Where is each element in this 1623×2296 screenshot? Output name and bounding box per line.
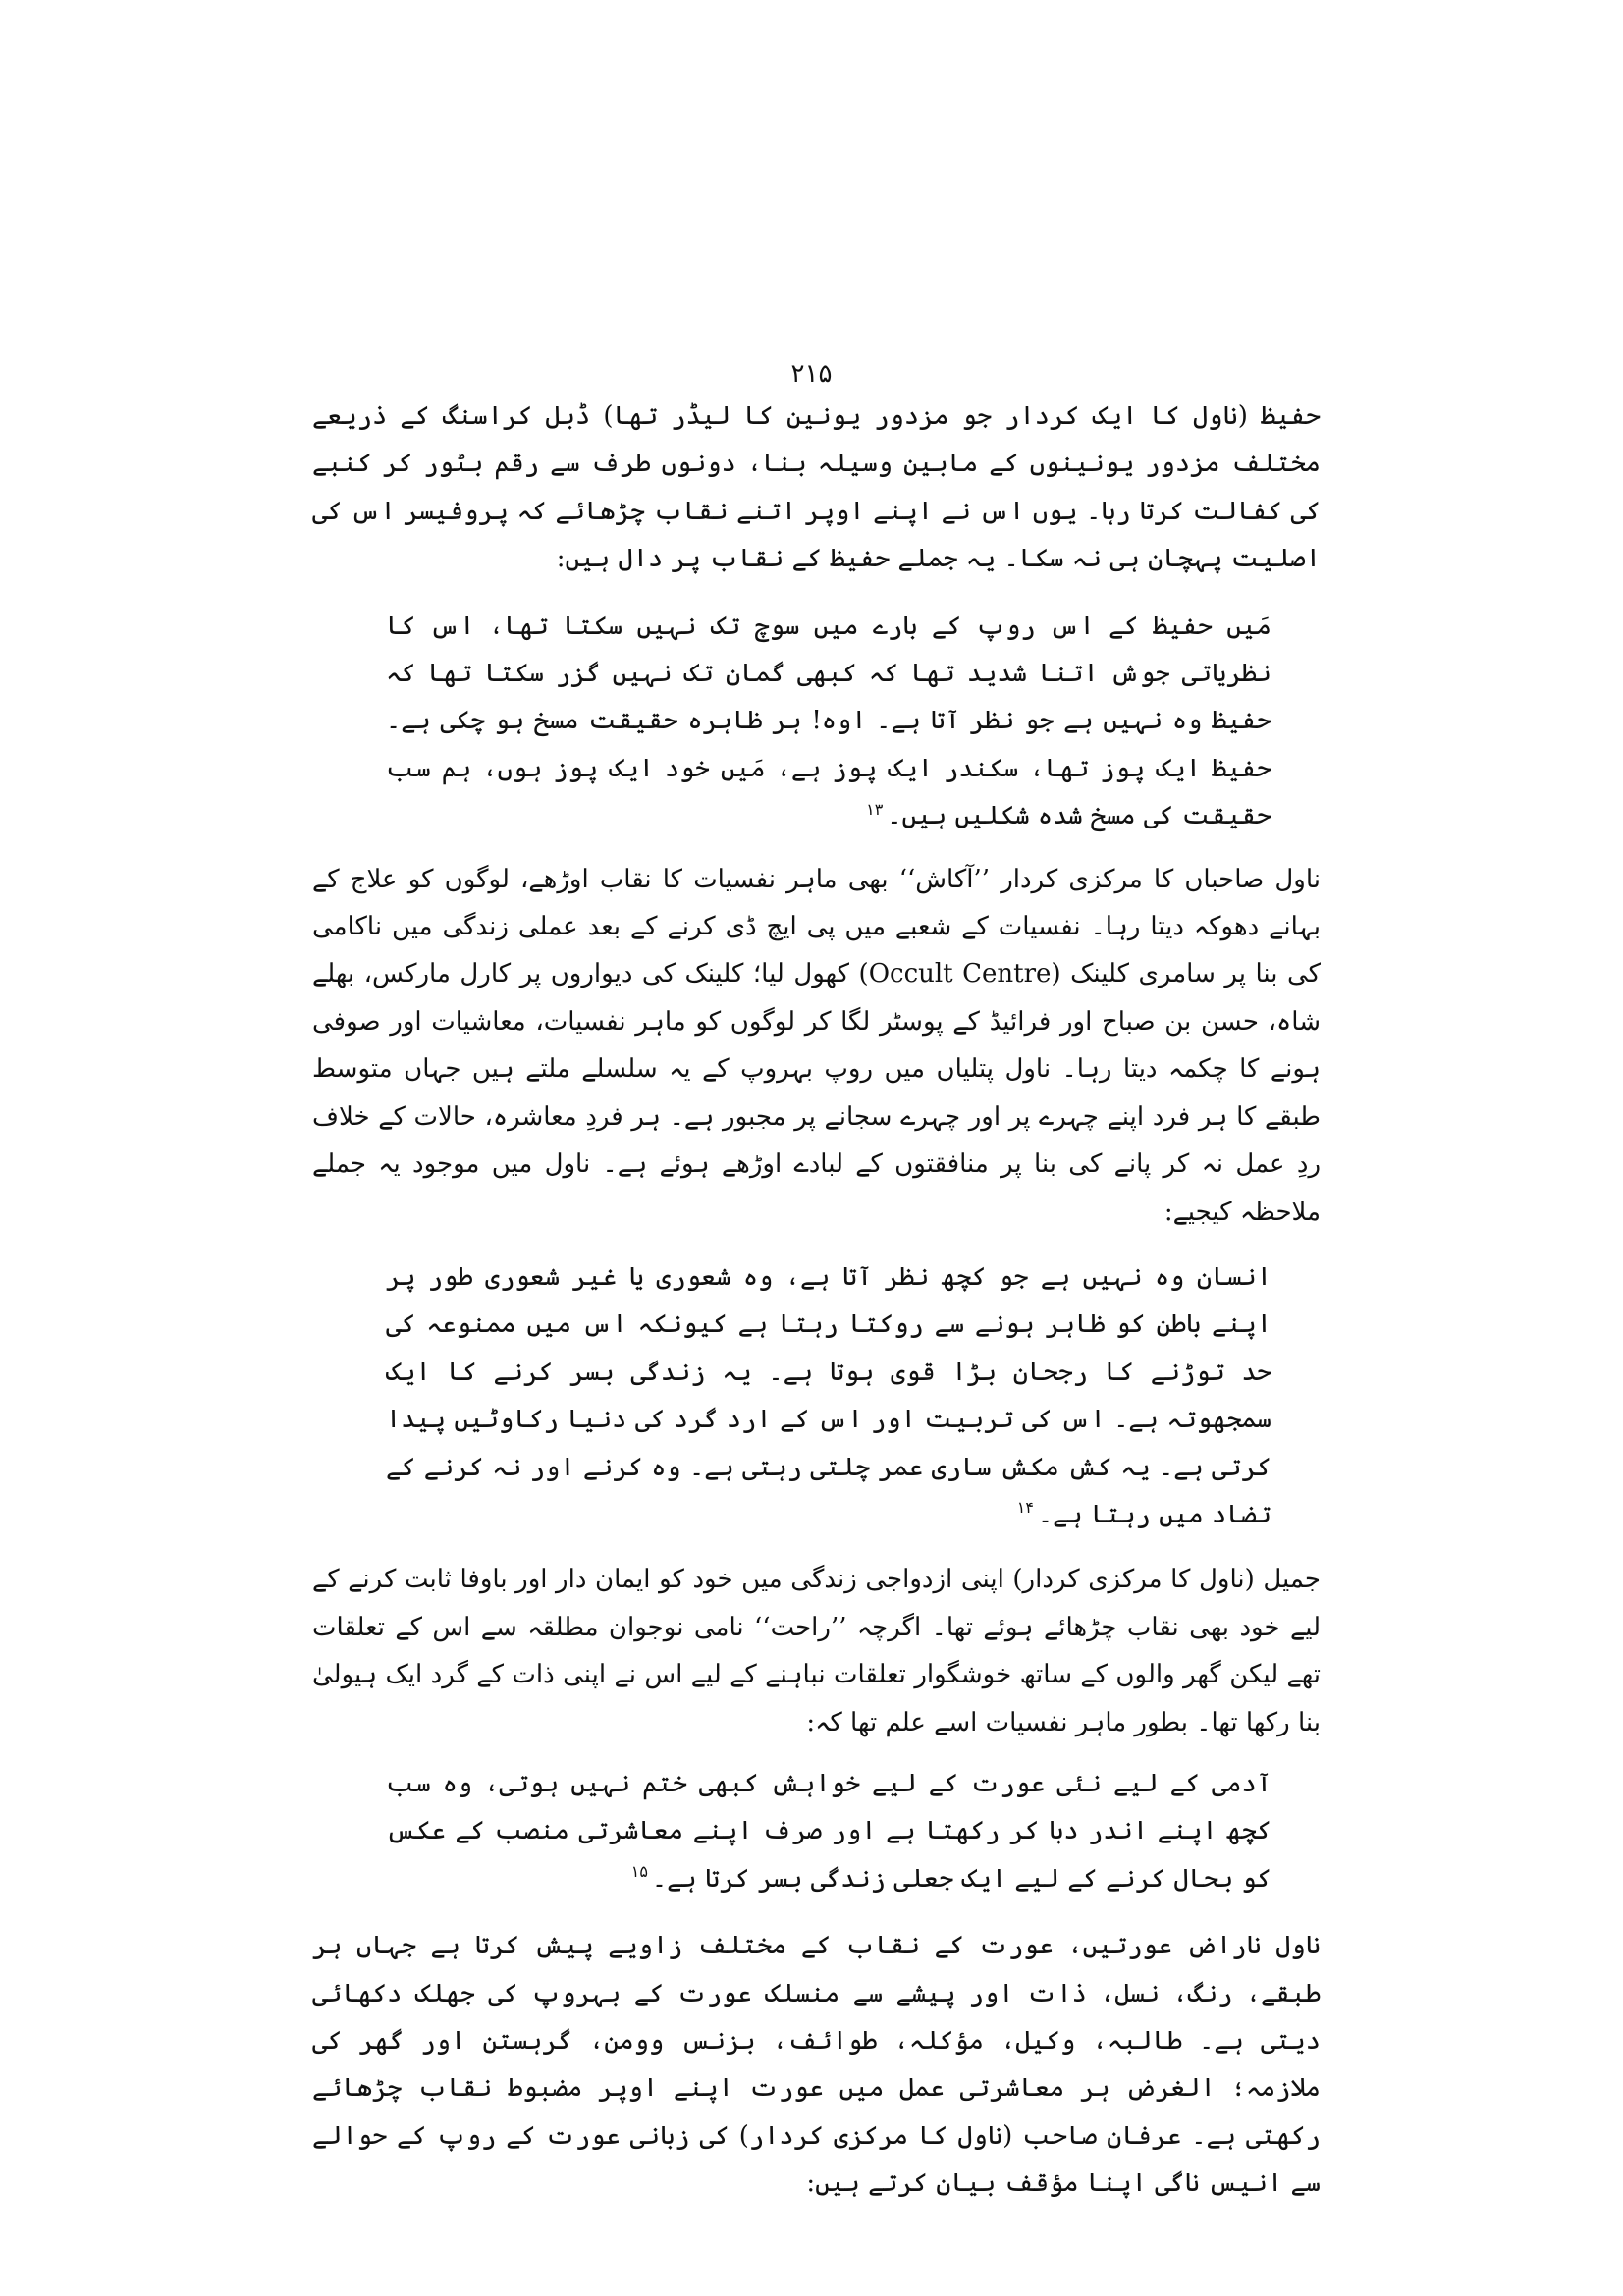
quote-text: آدمی کے لیے نئی عورت کے لیے خواہش کبھی ختم نہیں ہوتی، وہ سب کچھ اپنے اندر دبا کر رکھتا ہے اور صرف اپنے معاشرتی منصب کے عکس کو بحال کرنے کے لیے ایک جعلی زندگی بسر کرتا ہے۔ — [386, 1768, 1271, 1894]
paragraph-text: حفیظ (ناول کا ایک کردار جو مزدور یونین کا لیڈر تھا) ڈبل کراسنگ کے ذریعے مختلف مزدور یونینوں کے مابین وسیلہ بنا، دونوں طرف سے رقم بٹور کر کنبے کی کفالت کرتا رہا۔ یوں اس نے اپنے اوپر اتنے نقاب چڑھائے کہ پروفیسر اس کی اصلیت پہچان ہی نہ سکا۔ یہ جملے حفیظ کے نقاب پر دال ہیں: — [312, 401, 1321, 574]
paragraph-hafeez — [312, 393, 1321, 583]
paragraph-jameel — [312, 1556, 1321, 1746]
footnote-marker: ۱۳ — [866, 799, 884, 819]
paragraph-text: جمیل (ناول کا مرکزی کردار) اپنی ازدواجی زندگی میں خود کو ایمان دار اور باوفا ثابت کرنے کے لیے خود بھی نقاب چڑھائے ہوئے تھا۔ اگرچہ ’’راحت‘‘ نامی نوجوان مطلقہ سے اس کے تعلقات تھے لیکن گھر والوں کے ساتھ خوشگوار تعلقات نباہنے کے لیے اس نے اپنی ذات کے گرد ایک ہیولیٰ بنا رکھا تھا۔ بطور ماہر نفسیات اسے علم تھا کہ: — [312, 1565, 1321, 1737]
paragraph-text: ناول ناراض عورتیں، عورت کے نقاب کے مختلف زاویے پیش کرتا ہے جہاں ہر طبقے، رنگ، نسل، ذات اور پیشے سے منسلک عورت کے بہروپ کی جھلک دکھائی دیتی ہے۔ طالبہ، وکیل، مؤکلہ، طوائف، بزنس وومن، گرہستن اور گھر کی ملازمہ؛ الغرض ہر معاشرتی عمل میں عورت اپنے اوپر مضبوط نقاب چڑھائے رکھتی ہے۔ عرفان صاحب (ناول کا مرکزی کردار) کی زبانی عورت کے روپ کے حوالے سے انیس ناگی اپنا مؤقف بیان کرتے ہیں: — [312, 1931, 1321, 2199]
page-number: ۲۱۵ — [790, 359, 833, 389]
quote-text: مَیں حفیظ کے اس روپ کے بارے میں سوچ تک نہیں سکتا تھا، اس کا نظریاتی جوش اتنا شدید تھا کہ کبھی گمان تک نہیں گزر سکتا تھا کہ حفیظ وہ نہیں ہے جو نظر آتا ہے۔ اوہ! ہر ظاہرہ حقیقت مسخ ہو چکی ہے۔ حفیظ ایک پوز تھا، سکندر ایک پوز ہے، مَیں خود ایک پوز ہوں، ہم سب حقیقت کی مسخ شدہ شکلیں ہیں۔ — [386, 611, 1271, 831]
paragraph-text: ناول صاحباں کا مرکزی کردار ’’آکاش‘‘ بھی ماہر نفسیات کا نقاب اوڑھے، لوگوں کو علاج کے بہانے دھوکہ دیتا رہا۔ نفسیات کے شعبے میں پی ایچ ڈی کرنے کے بعد عملی زندگی میں ناکامی کی بنا پر سامری کلینک (Occult Centre) کھول لیا؛ کلینک کی دیواروں پر کارل مارکس، بھلے شاہ، حسن بن صباح اور فرائیڈ کے پوسٹر لگا کر لوگوں کو ماہر نفسیات، معاشیات اور صوفی ہونے کا چکمہ دیتا رہا۔ ناول پتلیاں میں روپ بہروپ کے یہ سلسلے ملتے ہیں جہاں متوسط طبقے کا ہر فرد اپنے چہرے پر اور چہرے سجانے پر مجبور ہے۔ ہر فردِ معاشرہ، حالات کے خلاف ردِ عمل نہ کر پانے کی بنا پر منافقتوں کے لبادے اوڑھے ہوئے ہے۔ ناول میں موجود یہ جملے ملاحظہ کیجیے: — [312, 864, 1321, 1227]
block-quote-aadmi — [386, 1760, 1271, 1902]
footnote-marker: ۱۴ — [1016, 1498, 1034, 1518]
quote-text: انسان وہ نہیں ہے جو کچھ نظر آتا ہے، وہ شعوری یا غیر شعوری طور پر اپنے باطن کو ظاہر ہونے سے روکتا رہتا ہے کیونکہ اس میں ممنوعہ کی حد توڑنے کا رجحان بڑا قوی ہوتا ہے۔ یہ زندگی بسر کرنے کا ایک سمجھوتہ ہے۔ اس کی تربیت اور اس کے ارد گرد کی دنیا رکاوٹیں پیدا کرتی ہے۔ یہ کش مکش ساری عمر چلتی رہتی ہے۔ وہ کرنے اور نہ کرنے کے تضاد میں رہتا ہے۔ — [386, 1261, 1271, 1529]
page-body — [312, 393, 1321, 2208]
paragraph-naraz-auratein — [312, 1922, 1321, 2207]
footnote-marker: ۱۵ — [630, 1862, 648, 1882]
block-quote-insaan — [386, 1254, 1271, 1538]
paragraph-aakash — [312, 856, 1321, 1236]
block-quote-hafeez — [386, 603, 1271, 840]
